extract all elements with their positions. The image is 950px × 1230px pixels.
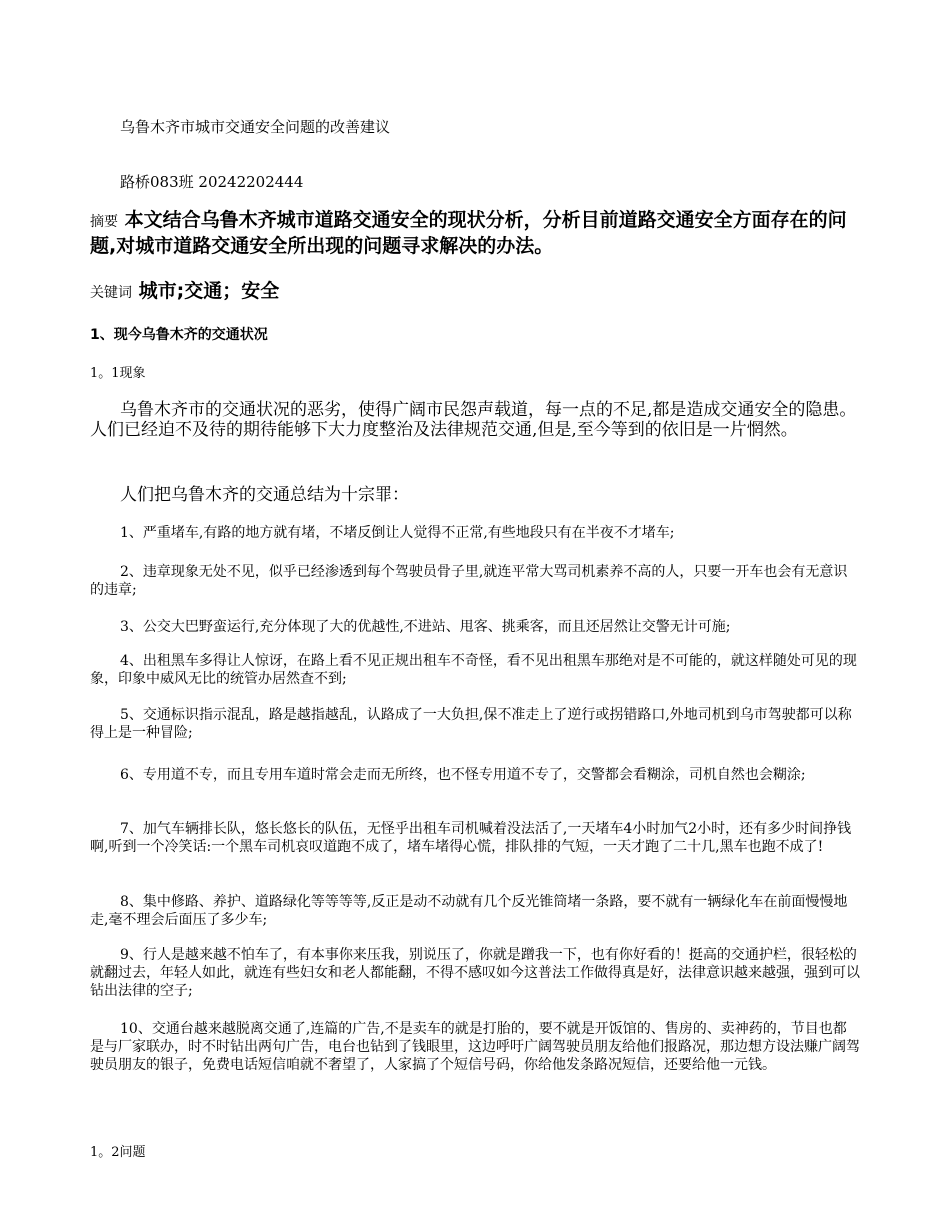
abstract-label: 摘要 xyxy=(90,214,118,230)
document-title: 乌鲁木齐市城市交通安全问题的改善建议 xyxy=(120,118,391,136)
author-line: 路桥083班 20242202444 xyxy=(120,173,304,191)
list-item: 4、出租黑车多得让人惊讶，在路上看不见正规出租车不奇怪，看不见出租黑车那绝对是不可能的，就这样随处可见的现象，印象中威风无比的统管办居然查不到; xyxy=(90,653,857,687)
list-item: 6、专用道不专，而且专用车道时常会走而无所终，也不怪专用道不专了，交警都会看糊涂，司机自然也会糊涂; xyxy=(120,767,806,783)
list-item: 8、集中修路、养护、道路绿化等等等等,反正是动不动就有几个反光锥筒堵一条路，要不就有一辆绿化车在前面慢慢地走,毫不理会后面压了多少车; xyxy=(90,894,848,928)
keywords xyxy=(90,276,279,303)
list-item: 9、行人是越来越不怕车了，有本事你来压我，别说压了，你就是蹭我一下，也有你好看的！挺高的交通护栏，很轻松的就翻过去，年轻人如此，就连有些妇女和老人都能翻，不得不感叹如今这普法工作做得真是好，法律意识越来越强，强到可以钻出法律的空子; xyxy=(90,947,860,999)
abstract-text: 本文结合乌鲁木齐城市道路交通安全的现状分析，分析目前道路交通安全方面存在的问题,对城市道路交通安全所出现的问题寻求解决的办法。 xyxy=(90,209,847,257)
paragraph: 人们把乌鲁木齐的交通总结为十宗罪： xyxy=(120,485,409,505)
paragraph: 乌鲁木齐市的交通状况的恶劣，使得广阔市民怨声载道，每一点的不足,都是造成交通安全的隐患。人们已经迫不及待的期待能够下大力度整治及法律规范交通,但是,至今等到的依旧是一片惘然。 xyxy=(90,400,857,440)
abstract xyxy=(90,208,860,258)
subsection-heading: 1。2问题 xyxy=(90,1145,146,1160)
subsection-heading: 1。1现象 xyxy=(90,366,146,381)
list-item: 3、公交大巴野蛮运行,充分体现了大的优越性,不进站、甩客、挑乘客，而且还居然让交警无计可施; xyxy=(120,619,731,635)
list-item: 5、交通标识指示混乱，路是越指越乱，认路成了一大负担,保不准走上了逆行或拐错路口,外地司机到乌市驾驶都可以称得上是一种冒险; xyxy=(90,707,852,741)
list-item: 2、违章现象无处不见，似乎已经渗透到每个驾驶员骨子里,就连平常大骂司机素养不高的人，只要一开车也会有无意识的违章; xyxy=(90,564,848,598)
list-item: 10、交通台越来越脱离交通了,连篇的广告,不是卖车的就是打胎的，要不就是开饭馆的、售房的、卖神药的，节目也都是与厂家联办，时不时钻出两句广告，电台也钻到了钱眼里，这边呼吁广阔驾驶员朋友给他们报路况，那边想方设法赚广阔驾驶员朋友的银子，免费电话短信咱就不奢望了，人家搞了个短信号码，你给他发条路况短信，还要给他一元钱。 xyxy=(90,1021,860,1073)
list-item: 1、严重堵车,有路的地方就有堵，不堵反倒让人觉得不正常,有些地段只有在半夜不才堵车; xyxy=(120,525,675,541)
list-item: 7、加气车辆排长队，悠长悠长的队伍，无怪乎出租车司机喊着没法活了,一天堵车4小时加气2小时，还有多少时间挣钱啊,听到一个冷笑话:一个黑车司机哀叹道跑不成了，堵车堵得心慌，排队排的气短，一天才跑了二十几,黑车也跑不成了! xyxy=(90,821,852,855)
keywords-text: 城市;交通；安全 xyxy=(138,280,280,302)
keywords-label: 关键词 xyxy=(90,285,132,301)
section-heading: 1、现今乌鲁木齐的交通状况 xyxy=(90,327,268,343)
